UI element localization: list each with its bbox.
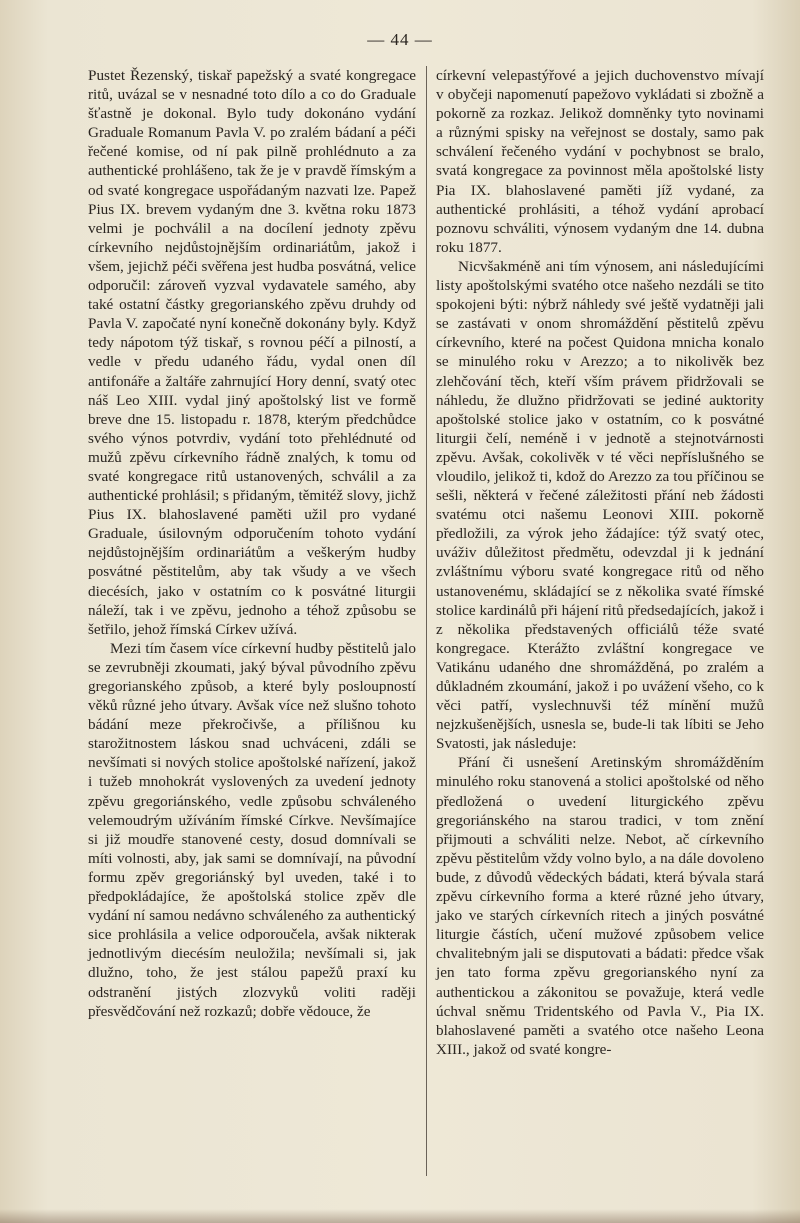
page-edge-shadow — [0, 1209, 800, 1223]
paragraph: Mezi tím časem více církevní hudby pěstitelů jalo se zevrubněji zkoumati, jaký býval původního zpěvu gregorianského způsob, a které byly posloupností věků různé jeho útvary. Avšak více než slušno tohoto bádání meze překročivše, a přílišnou ku starožitnostem láskou snad uchváceni, zdáli se nevšímati si nových stolice apoštolské nařízení, jakož i tužeb mnohokrát vyslovených za uvedení jednoty zpěvu gregoriánského, vedle způsobu schváleného velemoudrým užíváním římské Církve. Nevšímajíce si již moudře stanovené cesty, dosud domnívali se míti volnosti, aby, jak sami se domnívají, na původní formu zpěv gregoriánský byl uveden, také i to předpokládajíce, že apoštolská stolice zpěv dle vydání ní samou nedávno schváleného za authentický sice prohlásila a velice odporoučela, avšak nikterak jednotlivým diecésím neuložila; nevšímali si, jak dlužno, toho, že jest stálou papežů praxí ku odstranění jistých zlozvyků voliti raději přesvědčování než rozkazů; dobře vědouce, že — [88, 639, 416, 1020]
paragraph: Nicvšakméně ani tím výnosem, ani následujícími listy apoštolskými svatého otce našeho nezdáli se tito spokojeni býti: nýbrž náhledy své ještě vydatněji jali se zastávati v onom shromáždění pěstitelů zpěvu církevního, které na počest Quidona mnicha konalo se minulého roku v Arezzo; a to nikolivěk bez zlehčování těch, kteří vším právem přidržovali se náhledu, že dlužno přidržovati se jediné auktority apoštolské stolice jako v ostatním, co k posvátné liturgii čelí, neméně i v jednotě a stejnotvárnosti zpěvu. Avšak, cokolivěk v té věci nepříslušného se vloudilo, jelikož ti, kdož do Arezzo za tou příčinou se sešli, některá v řečené záležitosti přání neb žádosti svatému otci našemu Leonovi XIII. pokorně předložili, za výrok jeho žádajíce: týž svatý otec, uváživ důležitost předmětu, odevzdal ji k jednání zvláštnímu výboru svaté kongregace ritů od něho ustanovenému, skládající se z několika svaté římské stolice kardinálů při hájení ritů předsedajících, jakož i z několika představených officiálů téže svaté kongregace. Kterážto zvláštní kongregace ve Vatikánu udaného dne shromážděná, po zralém a důkladném zkoumání, jakož i po uvážení všeho, co k věci patří, vyslechnuvši též mínění mužů nejzkušenějších, usnesla se, bude-li tak líbiti se Jeho Svatosti, jak následuje: — [436, 257, 764, 753]
paragraph: Přání či usnešení Aretinským shromážděním minulého roku stanovená a stolici apoštolské od něho předložená o uvedení liturgického zpěvu gregoriánského na starou tradici, v tom znění přijmouti a schváliti nelze. Nebot, ač církevního zpěvu pěstitelům vždy volno bylo, a na dále dovoleno bude, z důvodů vědeckých bádati, která bývala stará zpěvu církevního forma a které různé jeho útvary, jako ve starých církevních ritech a jiných posvátné liturgie částích, učení mužové způsobem velice chvalitebným jali se disputovati a bádati: předce však jen tato forma zpěvu gregorianského nyní za authentickou a zákonitou se považuje, která vedle úchval sněmu Tridentského od Pavla V., Pia IX. blahoslavené paměti a svatého otce našeho Leona XIII., jakož od svaté kongre- — [436, 754, 764, 1058]
column-divider — [426, 66, 427, 1176]
right-column — [436, 66, 764, 1059]
left-column — [88, 66, 416, 1021]
paragraph: Pustet Řezenský, tiskař papežský a svaté kongregace ritů, uvázal se v nesnadné toto dílo a co do Graduale šťastně je dokonal. Bylo tudy dokonáno vydání Graduale Romanum Pavla V. po zralém bádaní a péči řečené komise, od ní pak pilně prohlédnuto a za authentické prohlášeno, tak že je v pravdě římským a od svaté kongregace uspořádaným nazvati lze. Papež Pius IX. brevem vydaným dne 3. května roku 1873 velmi je pochválil a na docílení jednoty zpěvu církevního nejdůstojnějším ordinariátům, jakož i všem, jejichž péči svěřena jest hudba posvátná, velice odporučil: zároveň vyzval vydavatele samého, aby také ostatní částky gregorianského zpěvu druhdy od Pavla V. započaté nyní konečně dokonány byly. Když tedy nápotom týž tiskař, s rovnou péčí a pilností, a vedle v předu udaného řádu, vydal onen díl antifonáře a žaltáře zahrnující Hory denní, svatý otec náš Leo XIII. vydal jiný apoštolský list ve formě breve dne 15. listopadu r. 1878, kterým předchůdce svého výnos potvrdiv, vydání toto přehlédnuté od mužů zpěvu církevního řádně znalých, k tomu od svaté kongregace ritů ustanovených, schválil a za authentické prohlásil; s přidaným, těmitéž slovy, jichž Pius IX. blahoslavené paměti užil pro vydané Graduale, úsilovným odporučením tohoto vydání nejdůstojnějším ordinariátům a veškerým hudby posvátné pěstitelům, aby tak všudy a ve všech diecésích, jako v ostatním co k posvátné liturgii náleží, tak i ve zpěvu, jednoho a téhož způsobu se šetřilo, jehož římská Církev užívá. — [88, 67, 416, 638]
paragraph: církevní velepastýřové a jejich duchovenstvo mívají v obyčeji napomenutí papežovo vykládati si zbožně a pokorně za rozkaz. Jelikož domněnky tyto novinami a různými spisky na veřejnost se dostaly, samo pak schválení řečeného vydání v pochybnost se bralo, svatá kongregace za povinnost měla apoštolské listy Pia IX. blahoslavené paměti jíž vydané, za authentické prohlásiti, a téhož vydání aprobací poznovu schváliti, výnosem vydaným dne 14. dubna roku 1877. — [436, 67, 764, 256]
page-number: — 44 — — [367, 30, 433, 49]
